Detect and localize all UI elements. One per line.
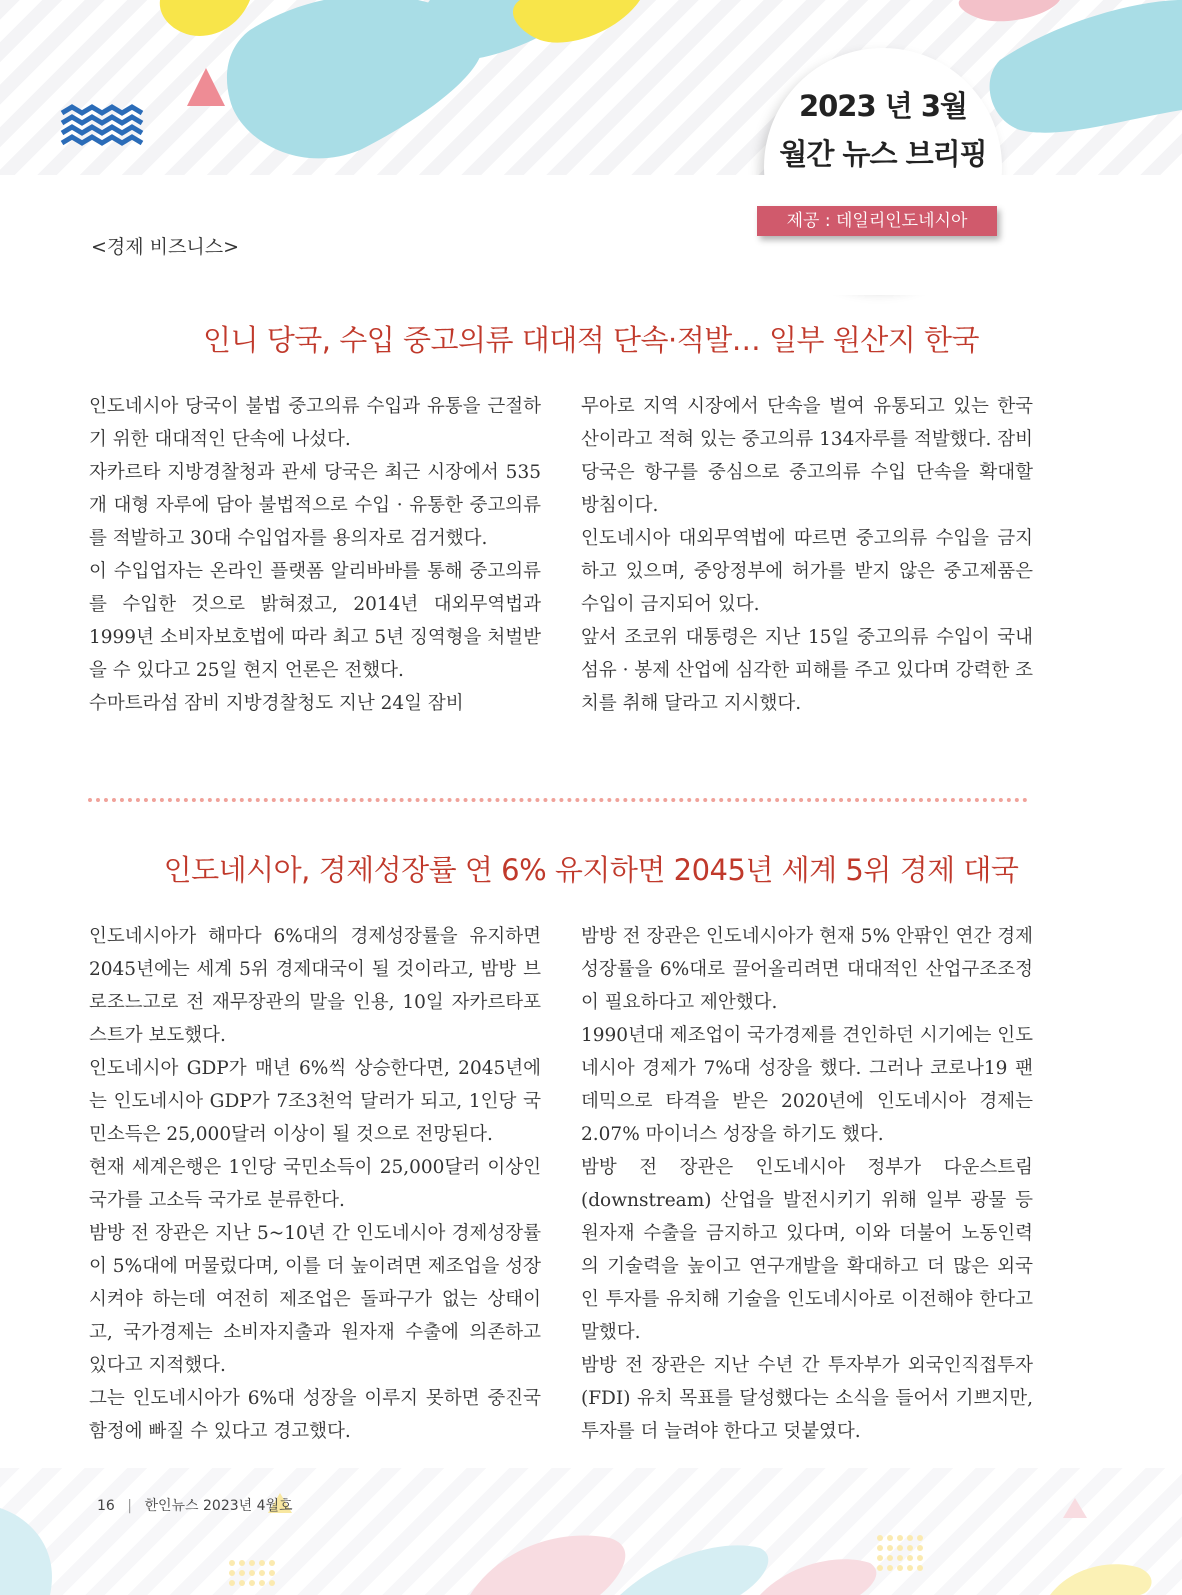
footer-decoration (0, 1468, 1182, 1595)
paragraph: 1990년대 제조업이 국가경제를 견인하던 시기에는 인도네시아 경제가 7%대 성장을 했다. 그러나 코로나19 팬데믹으로 타격을 받은 2020년에 인도네시아 경제는 2.07% 마이너스 성장을 하기도 했다. (581, 1025, 1033, 1145)
footer-triangle-2 (1063, 1498, 1087, 1518)
paragraph: 앞서 조코위 대통령은 지난 15일 중고의류 수입이 국내 섬유 · 봉제 산업에 심각한 피해를 주고 있다며 강력한 조치를 취해 달라고 지시했다. (581, 627, 1033, 714)
paragraph: 현재 세계은행은 1인당 국민소득이 25,000달러 이상인 국가를 고소득 국가로 분류한다. (89, 1157, 541, 1211)
footer-pink-blob (470, 1535, 625, 1595)
section-label: <경제 비즈니스> (91, 236, 240, 258)
source-tag: 제공 : 데일리인도네시아 (757, 206, 997, 236)
footer-yellow-blob (1050, 1564, 1152, 1595)
header-shapes (0, 0, 1182, 175)
paragraph: 밤방 전 장관은 지난 수년 간 투자부가 외국인직접투자(FDI) 유치 목표를 달성했다는 소식을 들어서 기쁘지만, 투자를 더 늘려야 한다고 덧붙였다. (581, 1355, 1033, 1442)
article2-left-column (89, 920, 541, 1448)
article1-title: 인니 당국, 수입 중고의류 대대적 단속·적발… 일부 원산지 한국 (202, 323, 980, 357)
badge-title (764, 82, 1002, 178)
paragraph: 수마트라섬 잠비 지방경찰청도 지난 24일 잠비 (89, 693, 464, 714)
page-number: 16 (97, 1498, 115, 1514)
blue-blob-right (990, 0, 1182, 133)
publication-name: 한인뉴스 2023년 4월호 (144, 1498, 293, 1514)
paragraph: 밤방 전 장관은 인도네시아 정부가 다운스트림(downstream) 산업을 발전시키기 위해 일부 광물 등 원자재 수출을 금지하고 있다며, 이와 더불어 노동인력의 기술력을 높이고 연구개발을 확대하고 더 많은 외국인 투자를 유치해 기술을 인도네시아로 이전해야 한다고 말했다. (581, 1157, 1033, 1343)
footer-blue-blob-2 (620, 1545, 768, 1595)
article1-left-column (89, 390, 541, 720)
pink-triangle (187, 68, 225, 106)
footer-dot-grid-right (877, 1535, 923, 1571)
footer (97, 1495, 293, 1515)
article2-right-column (581, 920, 1033, 1448)
paragraph: 밤방 전 장관은 인도네시아가 현재 5% 안팎인 연간 경제성장률을 6%대로 끌어올리려면 대대적인 산업구조조정이 필요하다고 제안했다. (581, 926, 1033, 1013)
article1-right-column (581, 390, 1033, 720)
zigzag-pattern (62, 107, 142, 143)
badge-line-1: 2023 년 3월 (798, 89, 968, 123)
paragraph: 인도네시아 GDP가 매년 6%씩 상승한다면, 2045년에는 인도네시아 GDP가 7조3천억 달러가 되고, 1인당 국민소득은 25,000달러 이상이 될 것으로 전망된다. (89, 1058, 541, 1145)
paragraph: 밤방 전 장관은 지난 5~10년 간 인도네시아 경제성장률이 5%대에 머물렀다며, 이를 더 높이려면 제조업을 성장시켜야 하는데 여전히 제조업은 돌파구가 없는 상태이고, 국가경제는 소비자지출과 원자재 수출에 의존하고 있다고 지적했다. (89, 1223, 541, 1376)
dotted-divider (88, 798, 1028, 802)
paragraph: 인도네시아가 해마다 6%대의 경제성장률을 유지하면 2045년에는 세계 5위 경제대국이 될 것이라고, 밤방 브로조느고로 전 재무장관의 말을 인용, 10일 자카르타포스트가 보도했다. (89, 926, 541, 1046)
footer-separator: | (127, 1498, 132, 1514)
paragraph: 무아로 지역 시장에서 단속을 벌여 유통되고 있는 한국산이라고 적혀 있는 중고의류 134자루를 적발했다. 잠비 당국은 항구를 중심으로 중고의류 수입 단속을 확대할 방침이다. (581, 396, 1033, 516)
article2-title: 인도네시아, 경제성장률 연 6% 유지하면 2045년 세계 5위 경제 대국 (163, 853, 1019, 887)
header-decoration (0, 0, 1182, 175)
paragraph: 이 수입업자는 온라인 플랫폼 알리바바를 통해 중고의류를 수입한 것으로 밝혀졌고, 2014년 대외무역법과 1999년 소비자보호법에 따라 최고 5년 징역형을 처벌받을 수 있다고 25일 현지 언론은 전했다. (89, 561, 541, 681)
paragraph: 인도네시아 대외무역법에 따르면 중고의류 수입을 금지하고 있으며, 중앙정부에 허가를 받지 않은 중고제품은 수입이 금지되어 있다. (581, 528, 1033, 615)
footer-pink-blob-2 (760, 1559, 876, 1595)
paragraph: 그는 인도네시아가 6%대 성장을 이루지 못하면 중진국 함정에 빠질 수 있다고 경고했다. (89, 1388, 541, 1442)
pink-blob-top (959, 0, 1060, 21)
footer-dot-grid-left (229, 1560, 275, 1586)
paragraph: 인도네시아 당국이 불법 중고의류 수입과 유통을 근절하기 위한 대대적인 단속에 나섰다. (89, 396, 541, 450)
footer-blue-blob (0, 1508, 52, 1595)
paragraph: 자카르타 지방경찰청과 관세 당국은 최근 시장에서 535개 대형 자루에 담아 불법적으로 수입 · 유통한 중고의류를 적발하고 30대 수입업자를 용의자로 검거했다. (89, 462, 541, 549)
badge-line-2: 월간 뉴스 브리핑 (779, 137, 987, 171)
yellow-blob-topleft (160, 0, 250, 36)
footer-shapes (0, 1468, 1182, 1595)
